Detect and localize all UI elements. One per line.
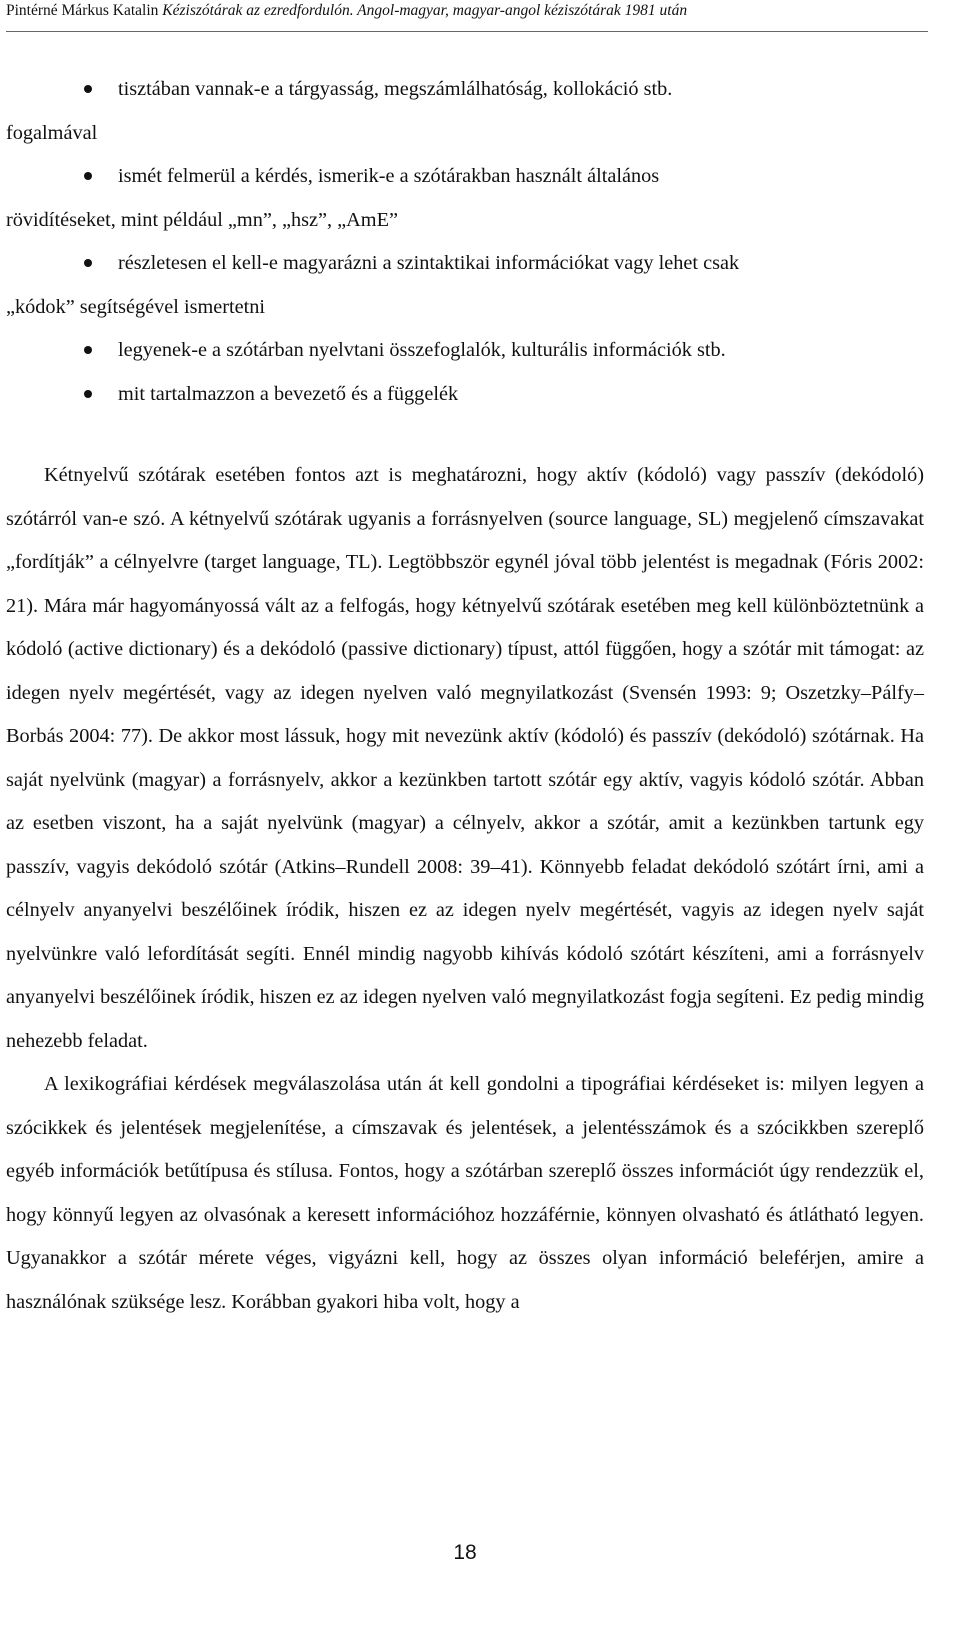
paragraph-typography: A lexikográfiai kérdések megválaszolása után át kell gondolni a tipográfiai kérdéseket is: milyen legyen a szócikkek és jelentések megjelenítése, a címszavak és jelentések, a jelentésszámok és a szócikkben szereplő egyéb információk betűtípusa és stílusa. Fontos, hogy a szótárban szereplő összes információt úgy rendezzük el, hogy könnyű legyen az olvasónak a keresett információhoz hozzáférnie, könnyen olvasható és átlátható legyen. Ugyanakkor a szótár mérete véges, vigyázni kell, hogy az összes olyan információ beleférjen, amire a használónak szüksége lesz. Korábban gyakori hiba volt, hogy a: [6, 1073, 924, 1313]
list-item: [6, 155, 924, 242]
paragraph-dictionary-types: Kétnyelvű szótárak esetében fontos azt is meghatározni, hogy aktív (kódoló) vagy passzív (dekódoló) szótárról van-e szó. A kétnyelvű szótárak ugyanis a forrásnyelven (source language, SL) megjelenő címszavakat „fordítják” a célnyelvre (target language, TL). Legtöbbször egynél jóval több jelentést is megadnak (Fóris 2002: 21). Mára már hagyományossá vált az a felfogás, hogy kétnyelvű szótárak esetében meg kell különböztetnünk a kódoló (active dictionary) és a dekódoló (passive dictionary) típust, attól függően, hogy a szótár mit támogat: az idegen nyelv megértését, vagy az idegen nyelven való megnyilatkozást (Svensén 1993: 9; Oszetzky–Pálfy–Borbás 2004: 77). De akkor most lássuk, hogy mit nevezünk aktív (kódoló) és passzív (dekódoló) szótárnak. Ha saját nyelvünk (magyar) a forrásnyelv, akkor a kezünkben tartott szótár egy aktív, vagyis kódoló szótár. Abban az esetben viszont, ha a saját nyelvünk (magyar) a célnyelv, akkor a szótár, amit a kezünkben tartunk egy passzív, vagyis dekódoló szótár (Atkins–Rundell 2008: 39–41). Könnyebb feladat dekódoló szótárt írni, ami a célnyelv anyanyelvi beszélőinek íródik, hiszen ez az idegen nyelv megértését, vagyis az idegen nyelv saját nyelvünkre való lefordítását segíti. Ennél mindig nagyobb kihívás kódoló szótárt készíteni, ami a forrásnyelv anyanyelvi beszélőinek íródik, hiszen ez az idegen nyelven való megnyilatkozást fogja segíteni. Ez pedig mindig nehezebb feladat.: [6, 464, 924, 1052]
header-title: Kéziszótárak az ezredfordulón. Angol-magyar, magyar-angol kéziszótárak 1981 után: [162, 2, 688, 19]
list-item-line-2: fogalmával: [6, 121, 98, 144]
bullet-icon: [84, 85, 92, 93]
bullet-icon: [84, 390, 92, 398]
list-item: [6, 329, 924, 373]
bullet-icon: [84, 172, 92, 180]
page-number: 18: [453, 1541, 477, 1564]
list-item: [6, 68, 924, 155]
running-header: [6, 0, 946, 26]
section-spacer: [6, 416, 924, 454]
list-item-line-1: ismét felmerül a kérdés, ismerik-e a szótárakban használt általános: [118, 165, 660, 187]
list-item-line-1: legyenek-e a szótárban nyelvtani összefoglalók, kulturális információk stb.: [118, 339, 726, 361]
list-item-line-2: „kódok” segítségével ismertetni: [6, 295, 266, 318]
list-item-line-1: mit tartalmazzon a bevezető és a függelék: [118, 382, 459, 405]
list-item-line-1: tisztában vannak-e a tárgyasság, megszámlálhatóság, kollokáció stb.: [118, 78, 673, 100]
bullet-icon: [84, 259, 92, 267]
list-item-line-2: rövidítéseket, mint például „mn”, „hsz”, „AmE”: [6, 208, 398, 231]
list-item: [6, 373, 924, 417]
list-item: [6, 242, 924, 329]
header-divider: [6, 31, 928, 32]
list-item-line-1: részletesen el kell-e magyarázni a szintaktikai információkat vagy lehet csak: [118, 252, 740, 274]
bullet-icon: [84, 346, 92, 354]
bullet-list: [6, 68, 924, 416]
header-author: Pintérné Márkus Katalin: [6, 2, 159, 19]
page-body: [6, 68, 924, 1324]
